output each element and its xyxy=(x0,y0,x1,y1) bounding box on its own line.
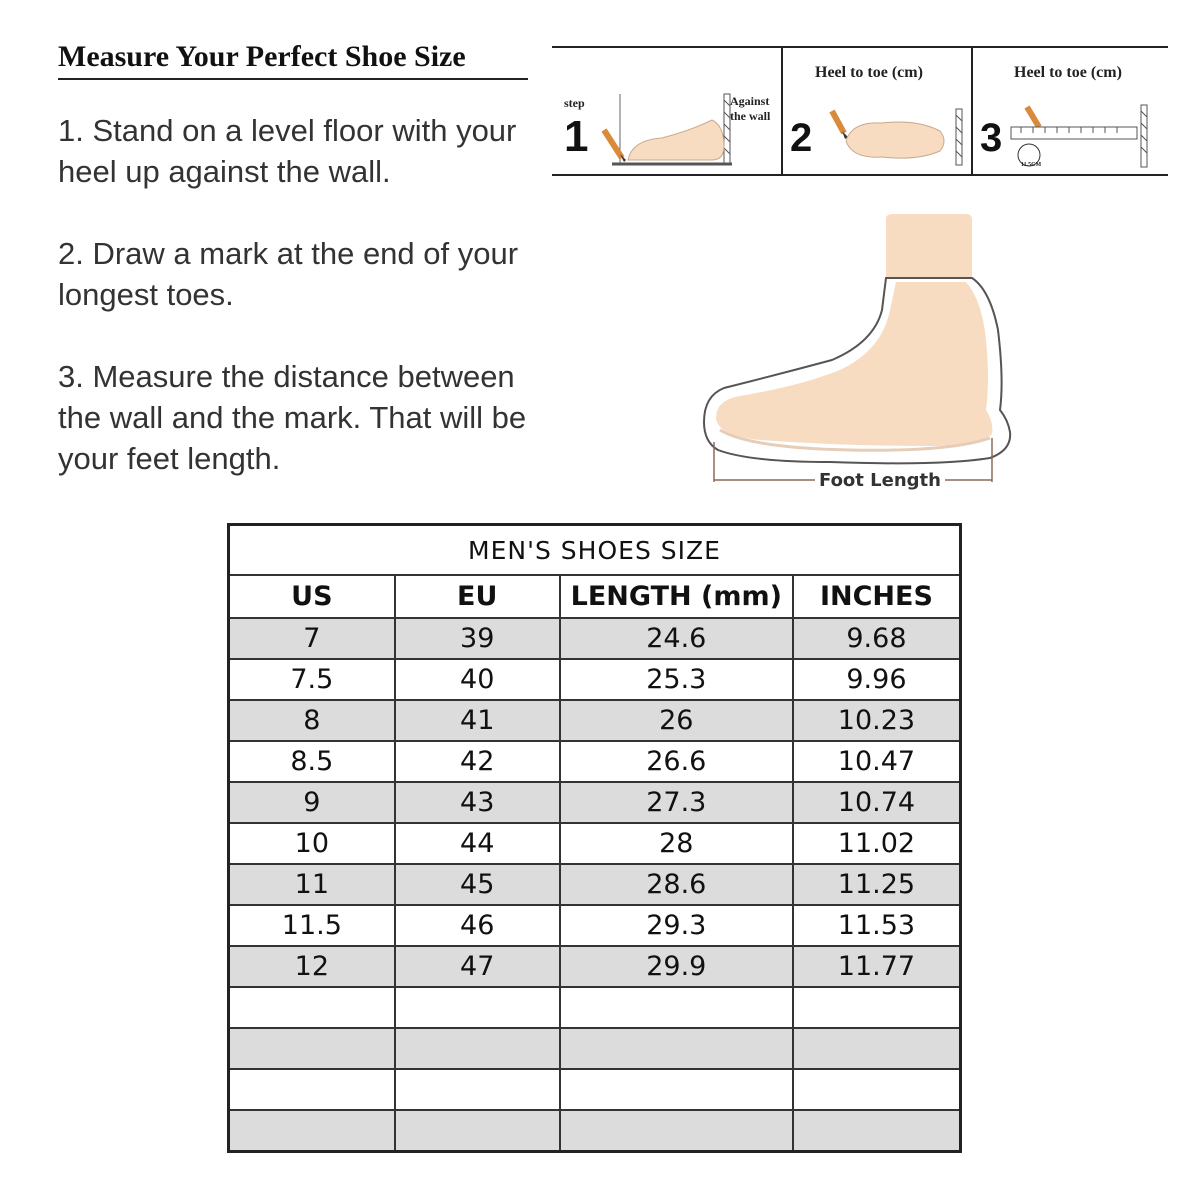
foot-mark-illustration xyxy=(822,101,972,171)
us-cell: 8 xyxy=(229,700,395,741)
inches-cell: 9.96 xyxy=(793,659,961,700)
eu-cell xyxy=(395,987,560,1028)
eu-cell: 46 xyxy=(395,905,560,946)
us-cell: 11.5 xyxy=(229,905,395,946)
step-1-text: 1. Stand on a level floor with your heel up against the wall. xyxy=(58,113,517,189)
us-cell xyxy=(229,1069,395,1110)
table-row-empty xyxy=(229,1028,961,1069)
table-row xyxy=(229,659,961,700)
inches-cell: 11.53 xyxy=(793,905,961,946)
instructions xyxy=(58,110,538,520)
us-cell: 9 xyxy=(229,782,395,823)
table-caption: MEN'S SHOES SIZE xyxy=(229,525,961,576)
us-cell xyxy=(229,1028,395,1069)
length-cell xyxy=(560,987,793,1028)
length-cell xyxy=(560,1069,793,1110)
inches-cell: 11.77 xyxy=(793,946,961,987)
eu-cell: 42 xyxy=(395,741,560,782)
us-cell: 12 xyxy=(229,946,395,987)
length-cell xyxy=(560,1028,793,1069)
inches-cell: 11.02 xyxy=(793,823,961,864)
length-cell: 29.3 xyxy=(560,905,793,946)
header-eu: EU xyxy=(395,575,560,618)
inches-cell: 10.74 xyxy=(793,782,961,823)
mens-shoe-size-table xyxy=(227,523,962,1153)
length-cell: 25.3 xyxy=(560,659,793,700)
foot-length-label: Foot Length xyxy=(815,470,945,491)
against-wall-label-2: the wall xyxy=(730,109,771,123)
us-cell: 11 xyxy=(229,864,395,905)
heel-to-toe-label-2: Heel to toe (cm) xyxy=(1014,64,1122,81)
us-cell: 10 xyxy=(229,823,395,864)
eu-cell: 47 xyxy=(395,946,560,987)
header-us: US xyxy=(229,575,395,618)
length-cell: 24.6 xyxy=(560,618,793,659)
header-length: LENGTH (mm) xyxy=(560,575,793,618)
eu-cell: 39 xyxy=(395,618,560,659)
table-row xyxy=(229,864,961,905)
table-row-empty xyxy=(229,987,961,1028)
us-cell: 7 xyxy=(229,618,395,659)
step-2-text: 2. Draw a mark at the end of your longest toes. xyxy=(58,236,519,312)
step-number-2: 2 xyxy=(790,116,813,160)
step-number-1: 1 xyxy=(564,112,589,161)
foot-against-wall-illustration xyxy=(592,90,782,174)
table-row xyxy=(229,782,961,823)
table-row xyxy=(229,946,961,987)
inches-cell xyxy=(793,1069,961,1110)
inches-cell: 9.68 xyxy=(793,618,961,659)
step-label: step xyxy=(564,96,585,110)
table-row-empty xyxy=(229,1110,961,1152)
eu-cell xyxy=(395,1028,560,1069)
inches-cell: 11.25 xyxy=(793,864,961,905)
length-cell: 28.6 xyxy=(560,864,793,905)
table-row xyxy=(229,618,961,659)
inches-cell: 10.47 xyxy=(793,741,961,782)
table-row xyxy=(229,700,961,741)
length-cell: 27.3 xyxy=(560,782,793,823)
eu-cell: 41 xyxy=(395,700,560,741)
table-row xyxy=(229,823,961,864)
us-cell: 8.5 xyxy=(229,741,395,782)
inches-cell xyxy=(793,1110,961,1152)
eu-cell: 45 xyxy=(395,864,560,905)
table-row xyxy=(229,905,961,946)
us-cell xyxy=(229,1110,395,1152)
table-row-empty xyxy=(229,1069,961,1110)
inches-cell xyxy=(793,1028,961,1069)
step-number-3: 3 xyxy=(980,116,1003,160)
page-title: Measure Your Perfect Shoe Size xyxy=(58,40,528,80)
against-wall-label-1: Against xyxy=(730,94,770,108)
step-3-text: 3. Measure the distance between the wall and the mark. That will be your feet length. xyxy=(58,359,527,476)
measurement-steps-diagram xyxy=(552,46,1168,176)
length-cell: 29.9 xyxy=(560,946,793,987)
eu-cell: 44 xyxy=(395,823,560,864)
length-cell xyxy=(560,1110,793,1152)
eu-cell xyxy=(395,1110,560,1152)
table-row xyxy=(229,741,961,782)
eu-cell: 43 xyxy=(395,782,560,823)
length-cell: 26 xyxy=(560,700,793,741)
ruler-mark-label: 11.5CM xyxy=(1021,162,1042,168)
inches-cell xyxy=(793,987,961,1028)
length-cell: 26.6 xyxy=(560,741,793,782)
eu-cell xyxy=(395,1069,560,1110)
inches-cell: 10.23 xyxy=(793,700,961,741)
length-cell: 28 xyxy=(560,823,793,864)
us-cell xyxy=(229,987,395,1028)
heel-to-toe-label-1: Heel to toe (cm) xyxy=(815,64,923,81)
foot-length-illustration xyxy=(690,210,1040,490)
us-cell: 7.5 xyxy=(229,659,395,700)
eu-cell: 40 xyxy=(395,659,560,700)
header-inches: INCHES xyxy=(793,575,961,618)
